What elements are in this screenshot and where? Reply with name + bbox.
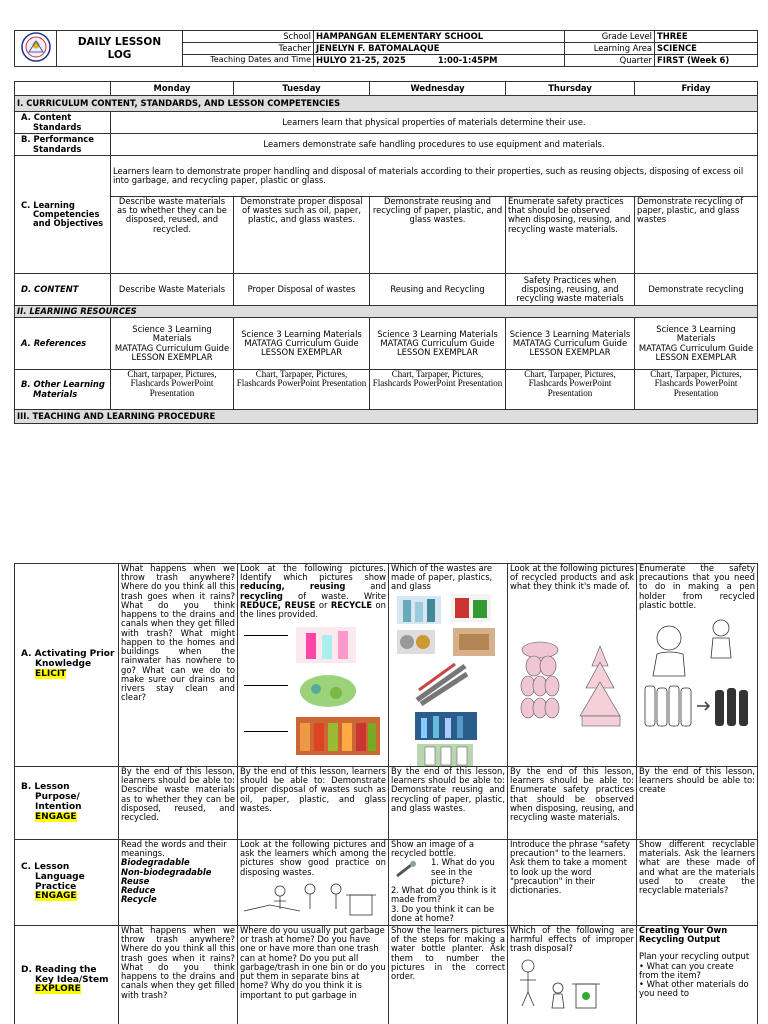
waste-pictures [391, 594, 505, 764]
school-name: HAMPANGAN ELEMENTARY SCHOOL [314, 31, 565, 43]
competency-friday: Demonstrate recycling of paper, plastic, and glass wastes [635, 197, 758, 274]
recycle-jars-picture [296, 717, 380, 755]
purpose-tuesday: By the end of this lesson, learners should be able to: Demonstrate proper disposal of wastes such as oil, paper, plastic, and glass wastes. [238, 767, 389, 840]
key-idea-thursday: Which of the following are harmful effects of improper trash disposal? [508, 926, 637, 1024]
dates-value: HULYO 21-25, 2025 [316, 54, 406, 65]
reuse-bottle-picture [296, 627, 356, 663]
other-materials-label: B. Other Learning Materials [15, 370, 111, 410]
title-line2: LOG [107, 48, 132, 61]
dates-label: Teaching Dates and Time [183, 55, 314, 67]
purpose-label: B. Lesson Purpose/ Intention ENGAGE [15, 767, 119, 840]
performance-standards-label: B. Performance Standards [15, 134, 111, 156]
tuesday-pictures [240, 627, 386, 757]
competency-tuesday: Demonstrate proper disposal of wastes such as oil, paper, plastic, and glass wastes. [234, 197, 370, 274]
cardboard-picture [453, 628, 495, 656]
safety-precautions-picture [639, 616, 755, 734]
jars-picture [417, 744, 473, 766]
other-materials-monday: Chart, tarpaper, Pictures, Flashcards PowerPoint Presentation [111, 370, 234, 410]
purpose-thursday: By the end of this lesson, learners should be able to: Enumerate safety practices that should be observed when disposing, reusing, and recycling waste materials. [508, 767, 637, 840]
day-wednesday: Wednesday [370, 82, 506, 96]
quarter-value: FIRST (Week 6) [655, 55, 758, 67]
content-tuesday: Proper Disposal of wastes [234, 274, 370, 306]
activating-tuesday: Look at the following pictures. Identify which pictures show reducing, reusing and recycling of waste. Write REDUCE, REUSE or RECYCLE on the lines provided. [238, 564, 389, 767]
content-friday: Demonstrate recycling [635, 274, 758, 306]
references-friday: Science 3 Learning Materials MATATAG Curriculum Guide LESSON EXEMPLAR [635, 318, 758, 370]
explore-tag: EXPLORE [35, 984, 81, 995]
purpose-wednesday: By the end of this lesson, learners should be able to: Demonstrate reusing and recycling of paper, plastic, and glass wastes. [389, 767, 508, 840]
content-label: D. CONTENT [15, 274, 111, 306]
deped-logo [15, 31, 57, 67]
procedure-table [14, 563, 758, 1024]
answer-line-2 [244, 685, 288, 686]
performance-standards-text: Learners demonstrate safe handling procedures to use equipment and materials. [111, 134, 758, 156]
purpose-monday: By the end of this lesson, learners should be able to: Describe waste materials as to whether they can be disposed, reused, and recycled. [119, 767, 238, 840]
language-tuesday: Look at the following pictures and ask the learners which among the pictures show good practice on disposing wastes. [238, 840, 389, 926]
newspaper-picture [415, 660, 469, 706]
wednesday-questions: 1. What do you see in the picture? [391, 858, 505, 886]
improper-disposal-picture [510, 958, 610, 1012]
key-idea-wednesday: Show the learners pictures of the steps for making a water bottle planter. Ask them to number the pictures in the correct order. [389, 926, 508, 1024]
grade-label: Grade Level [565, 31, 655, 43]
content-thursday: Safety Practices when disposing, reusing, and recycling waste materials [506, 274, 635, 306]
section-curriculum: I. CURRICULUM CONTENT, STANDARDS, AND LESSON COMPETENCIES [15, 96, 758, 112]
activating-monday: What happens when we throw trash anywhere? Where do you think all this trash goes when it rains? What do you think happens to the drains and canals when they get filled with trash? What might happen to the homes and buildings when the rainwater has nowhere to go? What can we do to make sure our drains and rivers stay clean and clear? [119, 564, 238, 767]
paper-items-picture [451, 594, 491, 622]
area-value: SCIENCE [655, 43, 758, 55]
day-tuesday: Tuesday [234, 82, 370, 96]
disposal-practice-picture [240, 881, 380, 919]
other-materials-friday: Chart, Tarpaper, Pictures, Flashcards PowerPoint Presentation [635, 370, 758, 410]
content-standards-label: A. Content Standards [15, 112, 111, 134]
references-monday: Science 3 Learning Materials MATATAG Curriculum Guide LESSON EXEMPLAR [111, 318, 234, 370]
grade-value: THREE [655, 31, 758, 43]
competency-thursday: Enumerate safety practices that should be observed when disposing, reusing, and recycling waste materials. [506, 197, 635, 274]
activating-thursday: Look at the following pictures of recycled products and ask what they think it's made of. [508, 564, 637, 767]
time-value: 1:00-1:45PM [437, 54, 498, 65]
corner-cell [15, 82, 111, 96]
competency-wednesday: Demonstrate reusing and recycling of paper, plastic, and glass wastes. [370, 197, 506, 274]
day-monday: Monday [111, 82, 234, 96]
key-idea-label: D. Reading the Key Idea/Stem EXPLORE [15, 926, 119, 1024]
activating-wednesday: Which of the wastes are made of paper, plastics, and glass [389, 564, 508, 767]
lesson-table-top [14, 81, 758, 424]
content-monday: Describe Waste Materials [111, 274, 234, 306]
key-idea-monday: What happens when we throw trash anywhere? Where do you think all this trash goes when it rains? What do you think happens to the drains and canals when they get filled with trash? [119, 926, 238, 1024]
language-practice-label: C. Lesson Language Practice ENGAGE [15, 840, 119, 926]
references-label: A. References [15, 318, 111, 370]
engage-tag-b: ENGAGE [35, 811, 77, 822]
cans-picture [397, 630, 435, 654]
log-title [57, 31, 183, 67]
header-table [14, 30, 758, 67]
competencies-label: C. Learning Competencies and Objectives [15, 156, 111, 274]
teacher-label: Teacher [183, 43, 314, 55]
competency-monday: Describe waste materials as to whether they can be disposed, reused, and recycled. [111, 197, 234, 274]
language-monday: Read the words and their meanings. Biodegradable Non-biodegradable Reuse Reduce Recycle [119, 840, 238, 926]
reuse-bag-picture [296, 671, 360, 709]
engage-tag-c: ENGAGE [35, 891, 77, 902]
language-friday: Show different recyclable materials. Ask the learners what are these made of and what are the materials used to create the recyclable materials? [637, 840, 758, 926]
answer-line-1 [244, 635, 288, 636]
key-idea-tuesday: Where do you usually put garbage or trash at home? Do you have one or have more than one trash can at home? Do you put all garbage/trash in one bin or do you put them in separate bins at home? Why do you think it is important to put garbage in [238, 926, 389, 1024]
title-line1: DAILY LESSON [77, 35, 162, 48]
plastic-bottles-picture [397, 596, 441, 624]
other-materials-wednesday: Chart, Tarpaper, Pictures, Flashcards PowerPoint Presentation [370, 370, 506, 410]
school-label: School [183, 31, 314, 43]
content-standards-text: Learners learn that physical properties of materials determine their use. [111, 112, 758, 134]
activating-label: A. Activating Prior Knowledge ELICIT [15, 564, 119, 767]
references-thursday: Science 3 Learning Materials MATATAG Curriculum Guide LESSON EXEMPLAR [506, 318, 635, 370]
language-thursday: Introduce the phrase "safety precaution" to the learners. Ask them to take a moment to look up the word "precaution" in their dictionaries. [508, 840, 637, 926]
deped-seal-icon [21, 32, 51, 62]
key-idea-friday: Creating Your Own Recycling Output Plan your recycling output • What can you create from the item? • What other materials do you need to [637, 926, 758, 1024]
glass-bottles-picture [415, 712, 477, 740]
section-resources: II. LEARNING RESOURCES [15, 306, 758, 318]
teacher-name: JENELYN F. BATOMALAQUE [314, 43, 565, 55]
elicit-tag: ELICIT [35, 668, 67, 679]
area-label: Learning Area [565, 43, 655, 55]
section-procedure: III. TEACHING AND LEARNING PROCEDURE [15, 410, 758, 424]
purpose-friday: By the end of this lesson, learners should be able to: create [637, 767, 758, 840]
references-wednesday: Science 3 Learning Materials MATATAG Curriculum Guide LESSON EXEMPLAR [370, 318, 506, 370]
recycled-bottle-icon [393, 858, 419, 880]
other-materials-tuesday: Chart, Tarpaper, Pictures, Flashcards PowerPoint Presentation [234, 370, 370, 410]
content-wednesday: Reusing and Recycling [370, 274, 506, 306]
references-tuesday: Science 3 Learning Materials MATATAG Curriculum Guide LESSON EXEMPLAR [234, 318, 370, 370]
other-materials-thursday: Chart, Tarpaper, Pictures, Flashcards PowerPoint Presentation [506, 370, 635, 410]
quarter-label: Quarter [565, 55, 655, 67]
answer-line-3 [244, 731, 288, 732]
activating-friday: Enumerate the safety precautions that you need to do in making a pen holder from recycled plastic bottle. [637, 564, 758, 767]
recycled-products-picture [510, 636, 630, 736]
language-wednesday: Show an image of a recycled bottle. 1. What do you see in the picture? 2. What do you think is it made from? 3. Do you think it can be done at home? [389, 840, 508, 926]
competencies-general: Learners learn to demonstrate proper handling and disposal of materials according to their properties, such as reusing objects, disposing of excess oil into garbage, and recycling paper, plastic or glass. [111, 156, 758, 197]
day-friday: Friday [635, 82, 758, 96]
day-thursday: Thursday [506, 82, 635, 96]
dates-cell [314, 55, 565, 67]
